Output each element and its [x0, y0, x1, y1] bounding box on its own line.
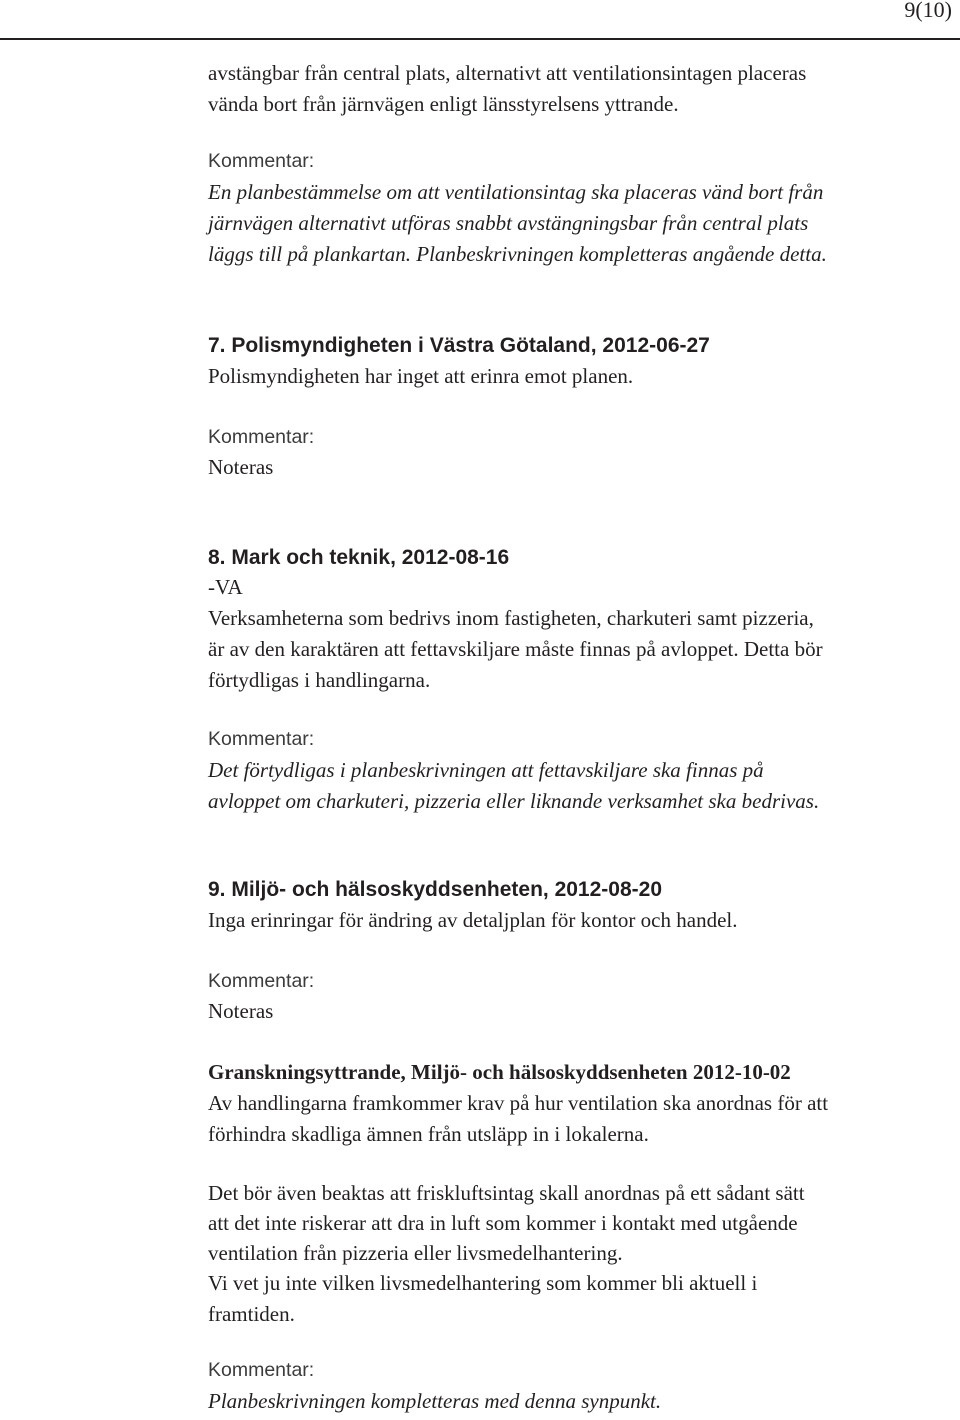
body-line: förhindra skadliga ämnen från utsläpp in i lokalerna. — [208, 1122, 649, 1146]
body-line: avstängbar från central plats, alternativt att ventilationsintagen placeras — [208, 61, 807, 85]
section-heading: 8. Mark och teknik, 2012-08-16 — [208, 546, 510, 569]
body-line: Inga erinringar för ändring av detaljplan för kontor och handel. — [208, 908, 738, 932]
comment-line: Det förtydligas i planbeskrivningen att fettavskiljare ska finnas på — [208, 758, 764, 782]
body-line: Polismyndigheten har inget att erinra emot planen. — [208, 364, 634, 388]
comment-line: Noteras — [208, 999, 274, 1023]
comment-line: Planbeskrivningen kompletteras med denna synpunkt. — [208, 1389, 662, 1413]
page-number: 9(10) — [904, 0, 952, 22]
body-line: Verksamheterna som bedrivs inom fastigheten, charkuteri samt pizzeria, — [208, 606, 814, 630]
body-line: ventilation från pizzeria eller livsmedelhantering. — [208, 1241, 623, 1265]
body-line: -VA — [208, 575, 243, 599]
comment-line: läggs till på plankartan. Planbeskrivningen kompletteras angående detta. — [208, 242, 827, 266]
body-line: framtiden. — [208, 1302, 295, 1326]
comment-label: Kommentar: — [208, 970, 315, 992]
body-line: att det inte riskerar att dra in luft som kommer i kontakt med utgående — [208, 1211, 798, 1235]
comment-label: Kommentar: — [208, 426, 315, 448]
comment-label: Kommentar: — [208, 728, 315, 750]
body-line: är av den karaktären att fettavskiljare måste finnas på avloppet. Detta bör — [208, 637, 823, 661]
comment-line: En planbestämmelse om att ventilationsintag ska placeras vänd bort från — [208, 180, 824, 204]
body-line: Av handlingarna framkommer krav på hur ventilation ska anordnas för att — [208, 1091, 829, 1115]
body-line: Vi vet ju inte vilken livsmedelhantering som kommer bli aktuell i — [208, 1271, 758, 1295]
body-line: förtydligas i handlingarna. — [208, 668, 431, 692]
comment-line: avloppet om charkuteri, pizzeria eller liknande verksamhet ska bedrivas. — [208, 789, 820, 813]
header-rule — [0, 38, 960, 40]
section-heading: 7. Polismyndigheten i Västra Götaland, 2012-06-27 — [208, 334, 710, 357]
comment-label: Kommentar: — [208, 150, 315, 172]
comment-line: Noteras — [208, 455, 274, 479]
section-heading: 9. Miljö- och hälsoskyddsenheten, 2012-08-20 — [208, 878, 662, 901]
body-line: vända bort från järnvägen enligt länsstyrelsens yttrande. — [208, 92, 679, 116]
comment-line: järnvägen alternativt utföras snabbt avstängningsbar från central plats — [208, 211, 809, 235]
comment-label: Kommentar: — [208, 1359, 315, 1381]
body-line: Det bör även beaktas att friskluftsintag skall anordnas på ett sådant sätt — [208, 1181, 805, 1205]
review-heading: Granskningsyttrande, Miljö- och hälsoskyddsenheten 2012-10-02 — [208, 1060, 791, 1084]
